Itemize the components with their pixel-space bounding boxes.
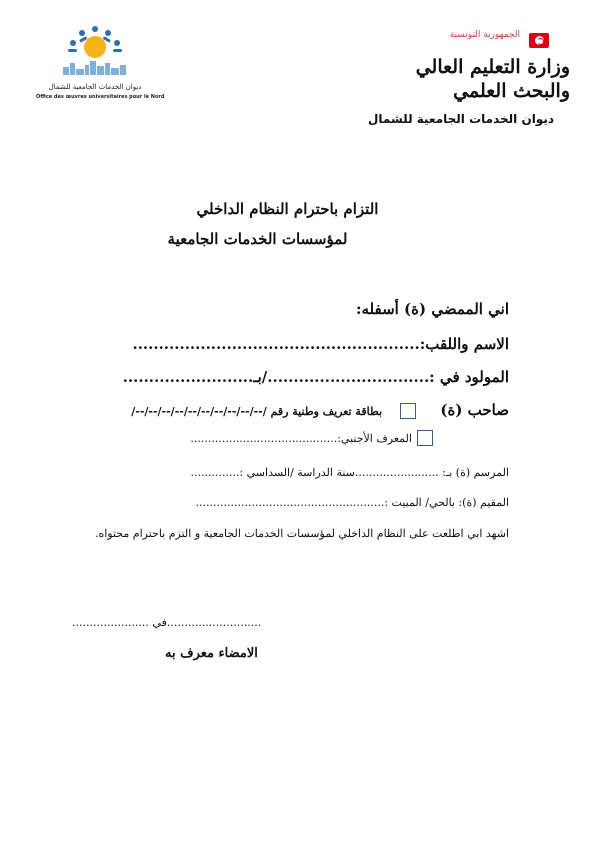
- republic-label: الجمهورية التونسية: [449, 30, 520, 40]
- name-field: الاسم واللقب:.......................................................: [132, 335, 509, 353]
- birth-field: المولود في :.............................../بـ.........................: [122, 368, 509, 386]
- logo-sun-icon: [84, 36, 106, 58]
- foreign-id-row: [190, 427, 433, 446]
- logo-caption-fr: Office des œuvres universitaires pour le Nord: [36, 94, 165, 100]
- holder-row: [131, 400, 509, 419]
- document-title: التزام باحترام النظام الداخلي: [196, 200, 379, 218]
- logo-caption-ar: ديوان الخدمات الجامعية للشمال: [48, 83, 142, 91]
- ministry-line-2: والبحث العلمي: [453, 80, 570, 102]
- tunisia-flag-icon: [529, 33, 549, 48]
- resident-field: المقيم (ة): بالحي/ المبيت :......................................................: [195, 496, 509, 509]
- office-name-right: ديوان الخدمات الجامعية للشمال: [368, 112, 554, 126]
- id-card-checkbox[interactable]: [400, 403, 416, 419]
- id-card-field: بطاقة تعريف وطنية رقم /--/--/--/--/--/--/--/--/--/--/: [131, 405, 383, 418]
- declaration-text: اشهد ابي اطلعت على النظام الداخلي لمؤسسات الخدمات الجامعية و التزم باحترام محتواه.: [94, 527, 509, 540]
- foreign-id-field: المعرف الأجنبي:..........................................: [190, 432, 412, 445]
- signature-label: الامضاء معرف به: [165, 646, 258, 661]
- ministry-name: [416, 55, 570, 103]
- holder-label: صاحب (ة): [440, 401, 509, 419]
- document-subtitle: لمؤسسات الخدمات الجامعية: [167, 230, 348, 248]
- undersigned-line: اني الممضي (ة) أسفله:: [355, 300, 509, 318]
- ministry-line-1: وزارة التعليم العالي: [415, 56, 570, 78]
- place-date-field: ...........................في ......................: [72, 616, 262, 629]
- logo-city-icon: [63, 61, 126, 75]
- enrolled-field: المرسم (ة) بـ: ........................سنة الدراسة /السداسي :..............: [190, 466, 509, 479]
- office-logo: [55, 25, 135, 77]
- foreign-id-checkbox[interactable]: [417, 430, 433, 446]
